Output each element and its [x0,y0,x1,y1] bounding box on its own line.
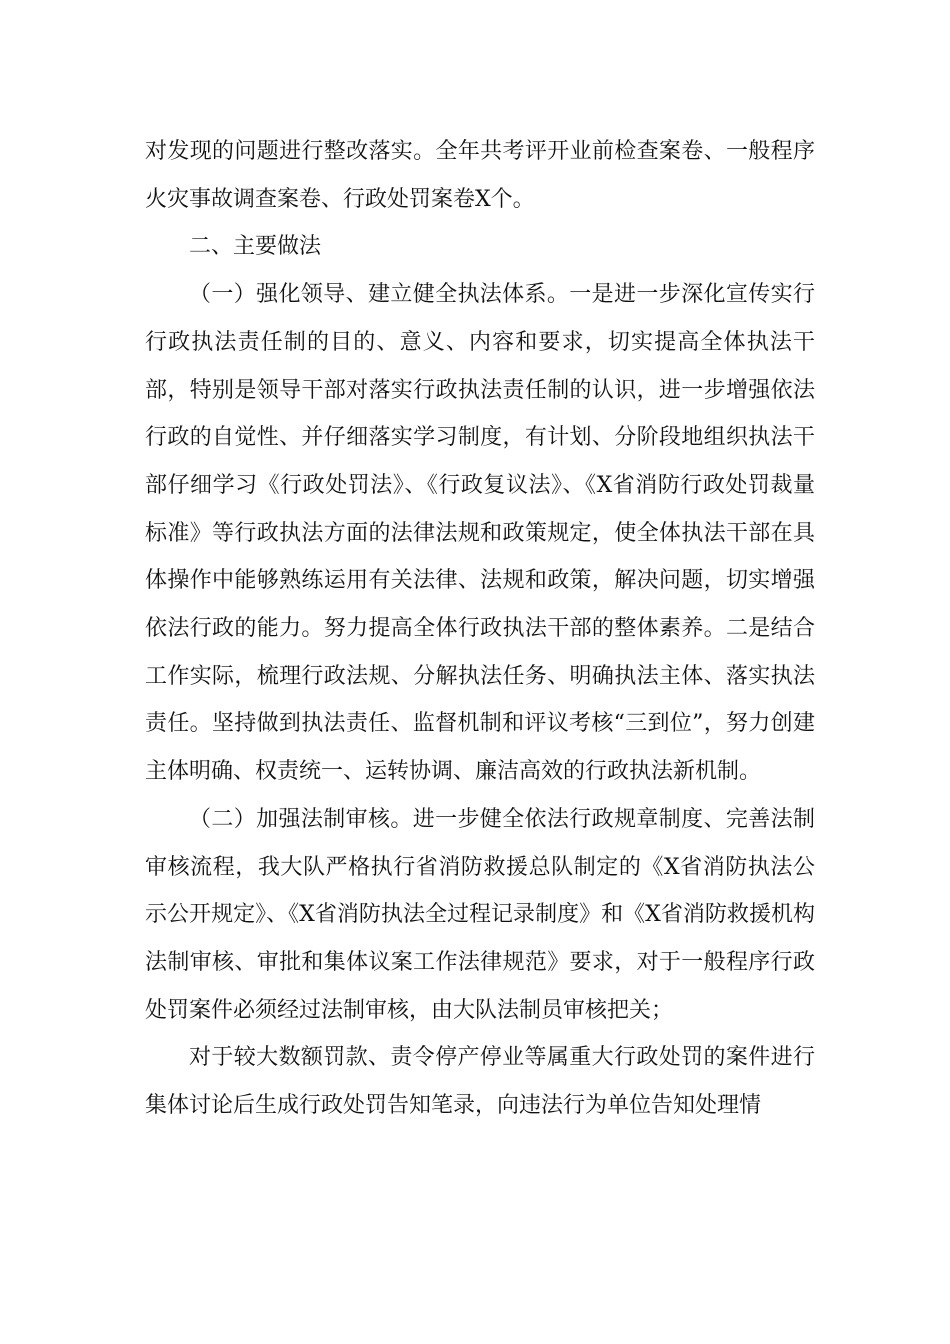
paragraph-inspection-summary: 对发现的问题进行整改落实。全年共考评开业前检查案卷、一般程序火灾事故调查案卷、行政处罚案卷X个。 [145,139,815,212]
paragraph-legal-review: （二）加强法制审核。进一步健全依法行政规章制度、完善法制审核流程，我大队严格执行省消防救援总队制定的《X省消防执法公示公开规定》、《X省消防执法全过程记录制度》和《X省消防救援机构法制审核、审批和集体议案工作法律规范》要求，对于一般程序行政处罚案件必须经过法制审核，由大队法制员审核把关； [145,806,815,1023]
section-heading-main-practices: 二、主要做法 [189,234,322,260]
paragraph-major-penalty: 对于较大数额罚款、责令停产停业等属重大行政处罚的案件进行集体讨论后生成行政处罚告知笔录，向违法行为单位告知处理情 [145,1045,815,1119]
document-body [145,128,815,1130]
paragraph-leadership-system: （一）强化领导、建立健全执法体系。一是进一步深化宣传实行行政执法责任制的目的、意义、内容和要求，切实提高全体执法干部，特别是领导干部对落实行政执法责任制的认识，进一步增强依法行政的自觉性、并仔细落实学习制度，有计划、分阶段地组织执法干部仔细学习《行政处罚法》、《行政复议法》、《X省消防行政处罚裁量标准》等行政执法方面的法律法规和政策规定，使全体执法干部在具体操作中能够熟练运用有关法律、法规和政策，解决问题，切实增强依法行政的能力。努力提高全体行政执法干部的整体素养。二是结合工作实际，梳理行政法规、分解执法任务、明确执法主体、落实执法责任。坚持做到执法责任、监督机制和评议考核“三到位”，努力创建主体明确、权责统一、运转协调、廉洁高效的行政执法新机制。 [145,282,815,785]
